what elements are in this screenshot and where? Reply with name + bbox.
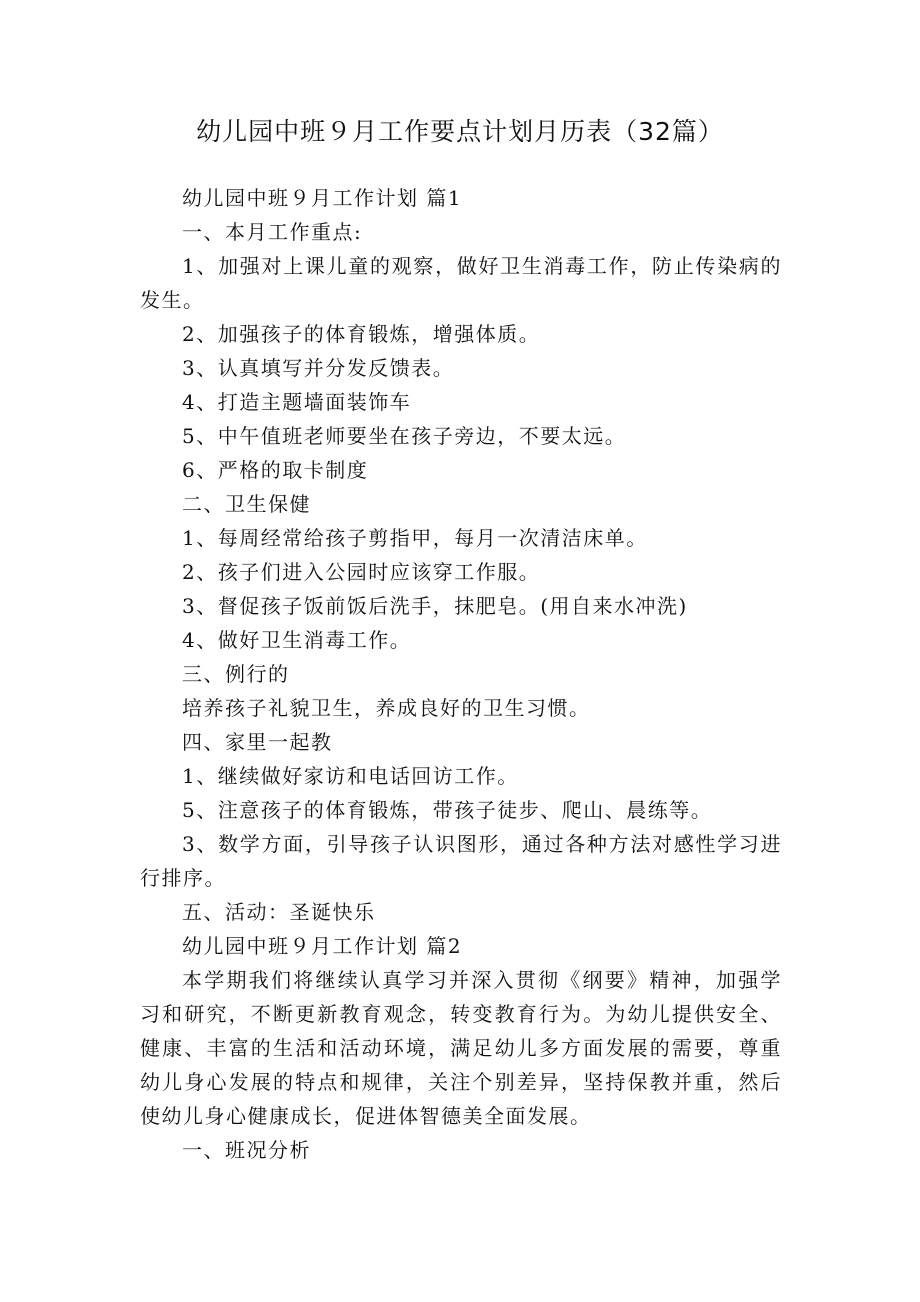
paragraph: 6、严格的取卡制度 — [182, 458, 369, 482]
paragraph: 一、本月工作重点: — [182, 220, 363, 244]
paragraph: 5、中午值班老师要坐在孩子旁边，不要太远。 — [182, 424, 627, 448]
paragraph: 1、继续做好家访和电话回访工作。 — [182, 764, 519, 788]
paragraph: 五、活动：圣诞快乐 — [182, 900, 376, 924]
paragraph: 培养孩子礼貌卫生，养成良好的卫生习惯。 — [182, 696, 591, 720]
paragraph: 1、加强对上课儿童的观察，做好卫生消毒工作，防止传染病的发生。 — [140, 254, 782, 312]
paragraph: 4、做好卫生消毒工作。 — [182, 628, 412, 652]
paragraph: 4、打造主题墙面装饰车 — [182, 390, 412, 414]
paragraph: 一、班况分析 — [182, 1138, 311, 1162]
section-heading-1: 幼儿园中班９月工作计划 篇1 — [182, 186, 463, 210]
paragraph: 四、家里一起教 — [182, 730, 333, 754]
paragraph: 3、认真填写并分发反馈表。 — [182, 356, 455, 380]
document-body — [140, 181, 782, 1167]
paragraph: 5、注意孩子的体育锻炼，带孩子徒步、爬山、晨练等。 — [182, 798, 713, 822]
paragraph: 2、孩子们进入公园时应该穿工作服。 — [182, 560, 541, 584]
section-heading-2: 幼儿园中班９月工作计划 篇2 — [182, 934, 463, 958]
paragraph: 2、加强孩子的体育锻炼，增强体质。 — [182, 322, 541, 346]
paragraph: 三、例行的 — [182, 662, 290, 686]
document-title: 幼儿园中班９月工作要点计划月历表（32篇） — [196, 117, 724, 146]
paragraph: 本学期我们将继续认真学习并深入贯彻《纲要》精神，加强学习和研究，不断更新教育观念，转变教育行为。为幼儿提供安全、健康、丰富的生活和活动环境，满足幼儿多方面发展的需要，尊重幼儿身心发展的特点和规律，关注个别差异，坚持保教并重，然后使幼儿身心健康成长，促进体智德美全面发展。 — [140, 968, 782, 1128]
paragraph: 二、卫生保健 — [182, 492, 311, 516]
paragraph: 3、数学方面，引导孩子认识图形，通过各种方法对感性学习进行排序。 — [140, 832, 782, 890]
paragraph: 3、督促孩子饭前饭后洗手，抹肥皂。(用自来水冲洗) — [182, 594, 688, 618]
paragraph: 1、每周经常给孩子剪指甲，每月一次清洁床单。 — [182, 526, 648, 550]
